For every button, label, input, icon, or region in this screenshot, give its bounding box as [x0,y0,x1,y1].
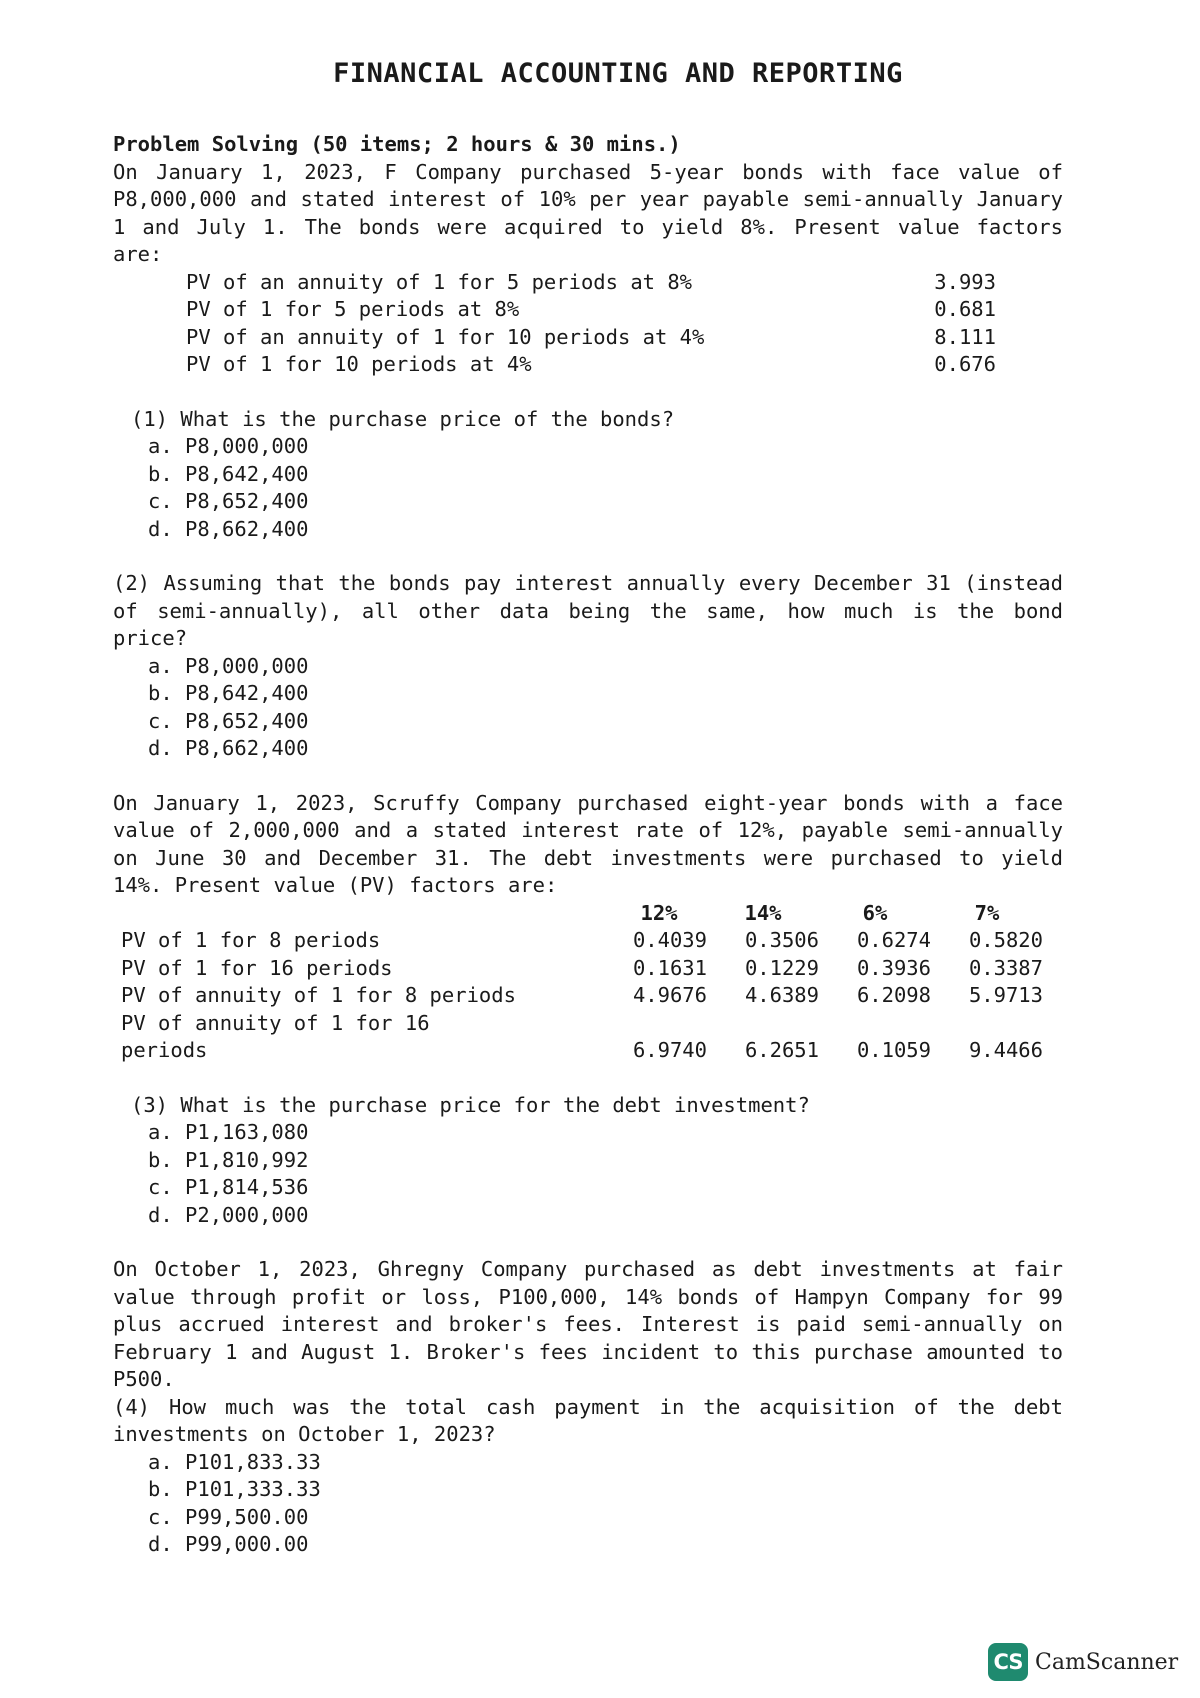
table-cell: 4.6389 [744,983,819,1007]
table-cell: 4.9676 [632,983,707,1007]
case3-text: On October 1, 2023, Ghregny Company purchased as debt investments at fair value through profit or loss, P100,000, 14% bonds of Hampyn Company for 99 plus accrued interest and broker's fees. Interest is paid semi-annually on February 1 and August 1. Broker's fees incident to this purchase amounted to P500. [113,1257,1063,1391]
factor-label: PV of an annuity of 1 for 5 periods at 8% [186,269,693,294]
row-label: PV of 1 for 8 periods [121,928,381,952]
table-cell: 6.9740 [632,1038,707,1062]
factor-row [186,269,996,297]
document-page [113,58,1063,1559]
choice-b: b. P8,642,400 [148,461,309,486]
question-1: (1) What is the purchase price of the bonds? [131,406,675,431]
choice-a: a. P1,163,080 [148,1120,309,1144]
section-heading: Problem Solving (50 items; 2 hours & 30 mins.) [113,132,681,156]
factor-row [186,324,996,352]
row-label: PV of annuity of 1 for 8 periods [121,983,516,1007]
row-label-line2: periods [121,1038,208,1062]
table-row [121,982,1043,1010]
question-3-choices [148,1119,1063,1229]
case1-text: On January 1, 2023, F Company purchased 5-year bonds with face value of P8,000,000 and stated interest of 10% per year payable semi-annually January 1 and July 1. The bonds were acquired to yield 8%. Present value factors are: [113,159,1063,266]
table-cell: 0.5820 [968,928,1043,952]
pv-factor-table [121,900,1043,1065]
choice-d: d. P99,000.00 [148,1532,309,1556]
factor-label: PV of an annuity of 1 for 10 periods at 4% [186,324,705,349]
row-label-line1: PV of annuity of 1 for 16 [121,1010,430,1035]
case2-text: On January 1, 2023, Scruffy Company purchased eight-year bonds with a face value of 2,000,000 and a stated interest rate of 12%, payable semi-annually on June 30 and December 31. The debt investments were purchased to yield 14%. Present value (PV) factors are: [113,790,1063,897]
factor-value: 8.111 [934,324,996,349]
choice-a: a. P8,000,000 [148,653,309,678]
choice-c: c. P8,652,400 [148,489,309,513]
table-header-row [121,900,1043,928]
table-cell: 9.4466 [968,1038,1043,1062]
row-label [121,1010,611,1065]
table-row [121,955,1043,983]
table-cell: 0.3936 [856,955,931,980]
pv-factors-list [186,269,1063,379]
column-header: 12% [640,901,678,926]
question-2: (2) Assuming that the bonds pay interest annually every December 31 (instead of semi-annually), all other data being the same, how much is the bond price? [113,571,1063,650]
factor-label: PV of 1 for 5 periods at 8% [186,297,520,321]
choice-d: d. P8,662,400 [148,516,309,541]
document-title: FINANCIAL ACCOUNTING AND REPORTING [333,58,903,89]
camscanner-watermark [988,1643,1178,1681]
column-header: 7% [974,901,1000,926]
choice-c: c. P1,814,536 [148,1175,309,1199]
factor-label: PV of 1 for 10 periods at 4% [186,352,532,376]
choice-b: b. P101,333.33 [148,1477,321,1501]
table-row [121,927,1043,955]
choice-b: b. P8,642,400 [148,681,309,705]
camscanner-text: CamScanner [1035,1649,1179,1675]
factor-value: 0.676 [934,352,996,376]
question-1-choices [148,433,1063,543]
choice-d: d. P2,000,000 [148,1202,309,1227]
camscanner-logo-icon: CS [988,1643,1028,1681]
question-3: (3) What is the purchase price for the debt investment? [131,1092,810,1117]
question-4: (4) How much was the total cash payment in the acquisition of the debt investments on October 1, 2023? [113,1394,1063,1446]
choice-c: c. P99,500.00 [148,1504,309,1529]
column-header: 6% [862,901,888,926]
factor-value: 3.993 [934,269,996,294]
table-cell: 5.9713 [968,983,1043,1007]
table-cell: 6.2651 [744,1038,819,1062]
choice-a: a. P101,833.33 [148,1449,321,1474]
table-cell: 0.1229 [744,955,819,980]
choice-a: a. P8,000,000 [148,434,309,458]
table-cell: 0.3506 [744,928,819,952]
factor-row [186,296,996,324]
choice-c: c. P8,652,400 [148,708,309,733]
table-cell: 0.1631 [632,955,707,980]
table-cell: 0.4039 [632,928,707,952]
table-cell: 0.6274 [856,928,931,952]
column-header: 14% [744,901,782,926]
question-4-choices [148,1449,1063,1559]
table-cell: 6.2098 [856,983,931,1007]
table-row [121,1010,1043,1065]
choice-d: d. P8,662,400 [148,736,309,760]
factor-value: 0.681 [934,297,996,321]
choice-b: b. P1,810,992 [148,1147,309,1172]
table-cell: 0.1059 [856,1038,931,1062]
factor-row [186,351,996,379]
table-cell: 0.3387 [968,955,1043,980]
row-label: PV of 1 for 16 periods [121,955,393,980]
question-2-choices [148,653,1063,763]
